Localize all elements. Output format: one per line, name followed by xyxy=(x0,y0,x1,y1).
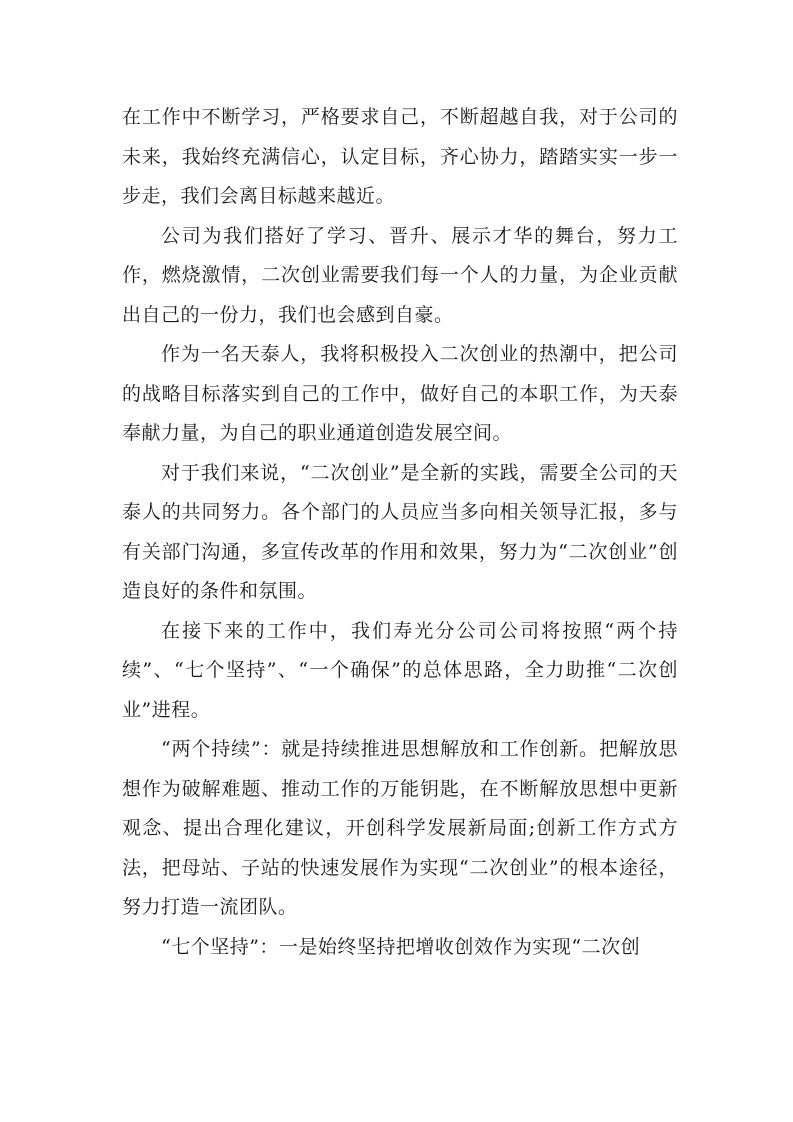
paragraph-7: “七个坚持”：一是始终坚持把增收创效作为实现“二次创 xyxy=(161,935,641,958)
paragraph-2: 公司为我们搭好了学习、晋升、展示才华的舞台，努力工作，燃烧激情，二次创业需要我们每一个人的力量，为企业贡献出自己的一份力，我们也会感到自豪。 xyxy=(122,224,678,326)
paragraph-6: “两个持续”：就是持续推进思想解放和工作创新。把解放思想作为破解难题、推动工作的万能钥匙，在不断解放思想中更新观念、提出合理化建议，开创科学发展新局面;创新工作方式方法，把母站、子站的快速发展作为实现“二次创业”的根本途径，努力打造一流团队。 xyxy=(122,738,678,918)
document-body xyxy=(122,98,678,967)
paragraph-4: 对于我们来说，“二次创业”是全新的实践，需要全公司的天泰人的共同努力。各个部门的人员应当多向相关领导汇报，多与有关部门沟通，多宣传改革的作用和效果，努力为“二次创业”创造良好的条件和氛围。 xyxy=(122,461,678,602)
paragraph-3: 作为一名天泰人，我将积极投入二次创业的热潮中，把公司的战略目标落实到自己的工作中，做好自己的本职工作，为天泰奉献力量，为自己的职业通道创造发展空间。 xyxy=(122,343,678,444)
paragraph-5: 在接下来的工作中，我们寿光分公司公司将按照“两个持续”、“七个坚持”、“一个确保”的总体思路，全力助推“二次创业”进程。 xyxy=(122,619,678,721)
paragraph-1: 在工作中不断学习，严格要求自己，不断超越自我，对于公司的未来，我始终充满信心，认定目标，齐心协力，踏踏实实一步一步走，我们会离目标越来越近。 xyxy=(122,106,678,207)
